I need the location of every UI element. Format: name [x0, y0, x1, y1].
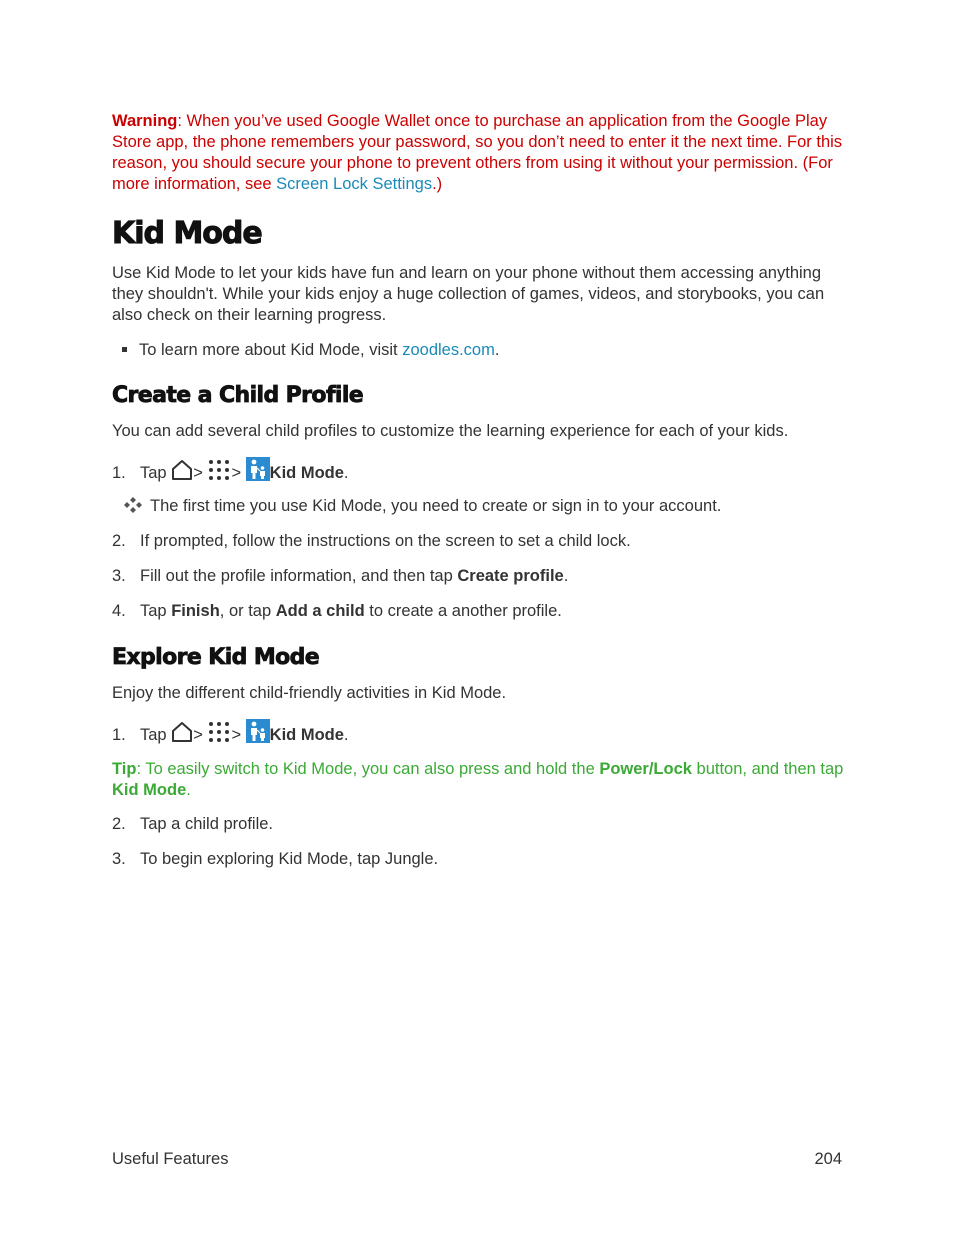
page-title: Kid Mode	[112, 216, 262, 251]
kid-mode-icon	[246, 719, 270, 755]
step-text: , or tap	[219, 602, 276, 620]
tip-text: : To easily switch to Kid Mode, you can also press and hold the	[136, 760, 600, 778]
explore-step-1	[112, 718, 349, 748]
step-tap: Tap	[140, 464, 167, 482]
bullet-end: .	[494, 341, 500, 359]
gt-separator: >	[231, 726, 242, 744]
create-intro: You can add several child profiles to customize the learning experience for each of your kids.	[112, 422, 789, 440]
step-number: 2.	[112, 532, 126, 550]
step-end: .	[343, 726, 349, 744]
step-number: 4.	[112, 602, 126, 620]
create-step-1	[112, 456, 349, 486]
step-text: Tap	[140, 602, 172, 620]
power-lock-label: Power/Lock	[599, 760, 692, 778]
gt-separator: >	[193, 464, 203, 482]
create-profile-label: Create profile	[457, 567, 564, 585]
diamond-bullet-icon	[124, 497, 142, 513]
step-number: 1.	[112, 726, 126, 744]
kid-mode-icon	[246, 457, 270, 493]
step-text: Tap a child profile.	[140, 815, 273, 833]
home-icon	[171, 721, 193, 755]
warning-text: : When you’ve used Google Wallet once to purchase an application from the Google Play Store app, the phone remembers your password, so you don’t need to enter it the next time. For this reason, you should secure your phone to prevent others from using it without your permission. (For more information, see	[112, 112, 843, 193]
tip-note	[112, 759, 844, 801]
apps-grid-icon	[207, 459, 231, 493]
warning-note	[112, 111, 844, 195]
kid-mode-label: Kid Mode	[269, 726, 344, 744]
step-text: to create a another profile.	[364, 602, 562, 620]
add-child-label: Add a child	[275, 602, 365, 620]
explore-step-3	[112, 850, 438, 869]
section-heading-explore: Explore Kid Mode	[112, 645, 320, 670]
tip-text: button, and then tap	[691, 760, 844, 778]
step-number: 3.	[112, 850, 126, 868]
step-number: 3.	[112, 567, 126, 585]
kid-mode-label: Kid Mode	[269, 464, 344, 482]
step-note	[124, 497, 721, 516]
explore-intro: Enjoy the different child-friendly activities in Kid Mode.	[112, 684, 507, 702]
finish-label: Finish	[171, 602, 220, 620]
create-step-3	[112, 567, 568, 586]
create-step-2	[112, 532, 631, 551]
note-text: The first time you use Kid Mode, you need to create or sign in to your account.	[150, 497, 722, 515]
apps-grid-icon	[207, 721, 231, 755]
step-end: .	[343, 464, 349, 482]
footer-section: Useful Features	[112, 1150, 229, 1168]
screen-lock-settings-link[interactable]: Screen Lock Settings	[276, 175, 433, 193]
step-end: .	[563, 567, 569, 585]
gt-separator: >	[193, 726, 203, 744]
step-text: Fill out the profile information, and then tap	[140, 567, 458, 585]
intro-paragraph: Use Kid Mode to let your kids have fun and learn on your phone without them accessing anything they shouldn't. While your kids enjoy a huge collection of games, videos, and storybooks, you can also check on their learning progress.	[112, 264, 825, 324]
warning-label: Warning	[112, 112, 178, 130]
tip-kid-mode-label: Kid Mode	[112, 781, 187, 799]
step-number: 1.	[112, 464, 126, 482]
step-number: 2.	[112, 815, 126, 833]
page-number: 204	[814, 1150, 842, 1168]
gt-separator: >	[231, 464, 242, 482]
step-tap: Tap	[140, 726, 167, 744]
zoodles-link[interactable]: zoodles.com	[402, 341, 495, 359]
tip-label: Tip	[112, 760, 137, 778]
warning-end: .)	[432, 175, 443, 193]
create-step-4	[112, 602, 562, 621]
step-text: If prompted, follow the instructions on the screen to set a child lock.	[140, 532, 631, 550]
section-heading-create: Create a Child Profile	[112, 383, 364, 408]
tip-end: .	[186, 781, 191, 799]
bullet-text: To learn more about Kid Mode, visit	[139, 341, 403, 359]
home-icon	[171, 459, 193, 493]
explore-step-2	[112, 815, 273, 834]
list-item	[122, 341, 499, 360]
bullet-square-icon	[122, 347, 127, 352]
step-text: To begin exploring Kid Mode, tap Jungle.	[140, 850, 439, 868]
